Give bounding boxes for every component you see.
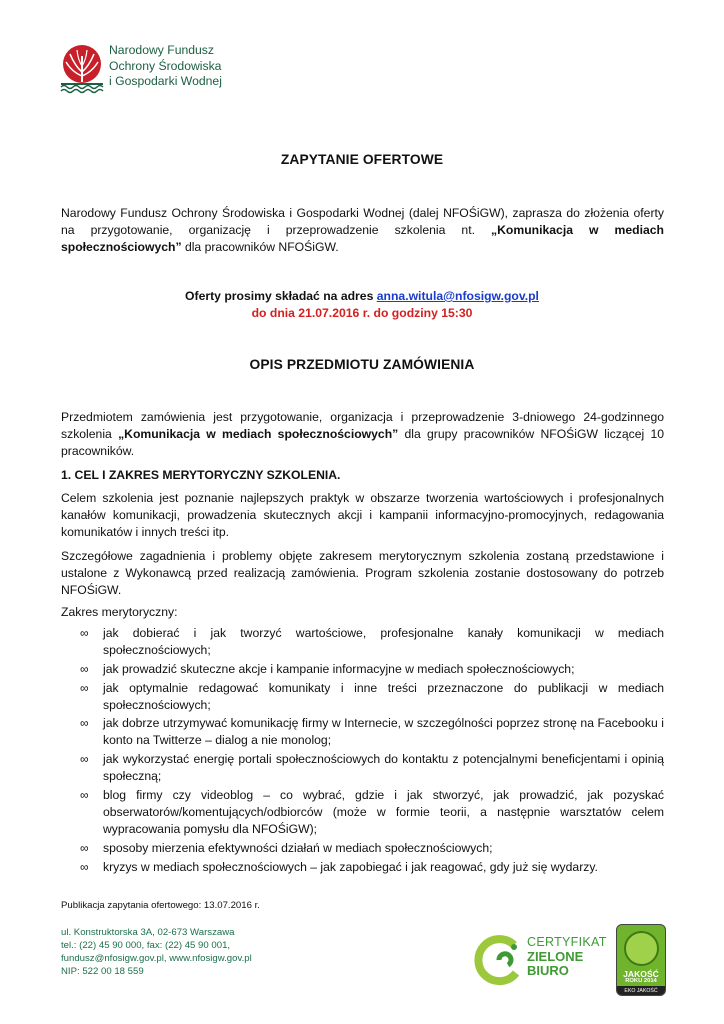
point-1-heading: 1. CEL I ZAKRES MERYTORYCZNY SZKOLENIA. — [61, 468, 341, 482]
logo-org-name — [109, 43, 222, 90]
logo-line-1: Narodowy Fundusz — [109, 43, 214, 57]
subject-text-end: dla grupy pracowników NFOŚiGW liczącej 10 pracowników. — [61, 427, 665, 458]
list-item — [61, 661, 664, 678]
logo-line-3: i Gospodarki Wodnej — [109, 74, 222, 88]
offers-email-link[interactable]: anna.witula@nfosigw.gov.pl — [376, 289, 539, 303]
list-item — [61, 859, 664, 876]
quality-badge — [616, 924, 666, 996]
infinity-bullet-icon: ∞ — [80, 680, 89, 695]
infinity-bullet-icon: ∞ — [80, 859, 89, 874]
list-item-text: jak prowadzić skuteczne akcje i kampanie informacyjne w mediach społecznościowych; — [103, 661, 575, 676]
goal-paragraph: Celem szkolenia jest poznanie najlepszych praktyk w obszarze tworzenia wartościowych i profesjonalnych kanałów komunikacji, prowadzenia skutecznych akcji i kampanii informacyjno-promocyjnych, redagowania komunikatów i innych treści itp. — [61, 491, 664, 539]
quality-badge-frame — [616, 924, 666, 996]
certificate-line-1: CERTYFIKAT — [527, 935, 607, 949]
infinity-bullet-icon: ∞ — [80, 716, 89, 731]
subject-text: Przedmiotem zamówienia jest przygotowanie, organizacja i przeprowadzenie 3-dniowego 24-godzinnego szkolenia — [61, 410, 664, 441]
footer-address: ul. Konstruktorska 3A, 02-673 Warszawa — [61, 927, 235, 938]
green-office-certificate — [474, 933, 614, 989]
infinity-bullet-icon: ∞ — [80, 840, 89, 855]
details-paragraph: Szczegółowe zagadnienia i problemy objęte zakresem merytorycznym szkolenia zostaną przedstawione i ustalone z Wykonawcą przed realizacją zamówienia. Program szkolenia zostanie dostosowany do potrzeb NFOŚiGW. — [61, 549, 664, 597]
infinity-bullet-icon: ∞ — [80, 752, 89, 767]
footer-nip: NIP: 522 00 18 559 — [61, 966, 144, 977]
scope-list — [61, 625, 664, 877]
infinity-bullet-icon: ∞ — [80, 787, 89, 802]
publication-date: Publikacja zapytania ofertowego: 13.07.2016 r. — [61, 900, 260, 911]
quality-seal-icon — [624, 931, 659, 966]
infinity-bullet-icon: ∞ — [80, 626, 89, 640]
offers-address-line — [0, 289, 724, 303]
badge-line-2: ROKU 2014 — [625, 978, 657, 984]
list-item-text: jak dobierać i jak tworzyć wartościowe, profesjonalne kanały komunikacji w mediach społecznościowych; — [103, 626, 664, 657]
subject-paragraph — [61, 409, 664, 460]
footer-phone: tel.: (22) 45 90 000, fax: (22) 45 90 001, — [61, 940, 231, 951]
list-item-text: blog firmy czy videoblog – co wybrać, gdzie i jak stworzyć, jak prowadzić, jak pozyskać obserwatorów/komentujących/odbiorców (może w formie teorii, a następnie warsztatów celem wypracowania pomysłu dla NFOŚiGW); — [103, 787, 664, 836]
certificate-line-3: BIURO — [527, 963, 569, 978]
nfosigw-logo — [58, 42, 258, 98]
list-item-text: jak dobrze utrzymywać komunikację firmy w Internecie, w szczególności poprzez stronę na Facebooku i konto na Twitterze – dialog a nie monolog; — [103, 716, 664, 748]
intro-paragraph — [61, 205, 664, 256]
intro-training-name: „Komunikacja w mediach społecznościowych” — [61, 223, 664, 254]
footer-web[interactable]: fundusz@nfosigw.gov.pl, www.nfosigw.gov.pl — [61, 953, 252, 964]
footer-contact — [61, 926, 252, 978]
list-item — [61, 751, 664, 785]
intro-text-end: dla pracowników NFOŚiGW. — [181, 240, 339, 254]
list-item — [61, 840, 664, 857]
badge-line-1: JAKOŚĆ — [623, 969, 659, 979]
scope-label: Zakres merytoryczny: — [61, 605, 178, 619]
list-item-text: jak wykorzystać energię portali społecznościowych do kontaktu z potencjalnymi beneficjentami i opinią społeczną; — [103, 752, 664, 784]
infinity-bullet-icon: ∞ — [80, 661, 89, 676]
list-item — [61, 715, 664, 749]
logo-line-2: Ochrony Środowiska — [109, 58, 222, 73]
subject-training-name: „Komunikacja w mediach społecznościowych” — [118, 427, 399, 441]
list-item-text: sposoby mierzenia efektywności działań w mediach społecznościowych; — [103, 840, 493, 855]
fund-emblem-icon — [58, 42, 110, 96]
document-title: ZAPYTANIE OFERTOWE — [280, 152, 444, 167]
badge-line-3: EKO JAKOŚĆ — [617, 986, 665, 996]
list-item — [61, 625, 664, 659]
certificate-line-2: ZIELONE — [527, 949, 584, 964]
list-item-text: jak optymalnie redagować komunikaty i inne treści przeznaczone do publikacji w mediach społecznościowych; — [103, 680, 664, 712]
certificate-text — [527, 935, 607, 978]
list-item-text: kryzys w mediach społecznościowych – jak zapobiegać i jak reagować, gdy już się wydarzy. — [103, 859, 598, 874]
green-office-logo-icon — [474, 933, 524, 987]
offers-deadline: do dnia 21.07.2016 r. do godziny 15:30 — [251, 306, 473, 320]
list-item — [61, 787, 664, 838]
section-title: OPIS PRZEDMIOTU ZAMÓWIENIA — [249, 357, 475, 372]
offers-prefix: Oferty prosimy składać na adres — [185, 289, 377, 303]
list-item — [61, 680, 664, 714]
intro-text: Narodowy Fundusz Ochrony Środowiska i Gospodarki Wodnej (dalej NFOŚiGW), zaprasza do złożenia oferty na przygotowanie, organizację i przeprowadzenie szkolenia nt. — [61, 206, 664, 237]
